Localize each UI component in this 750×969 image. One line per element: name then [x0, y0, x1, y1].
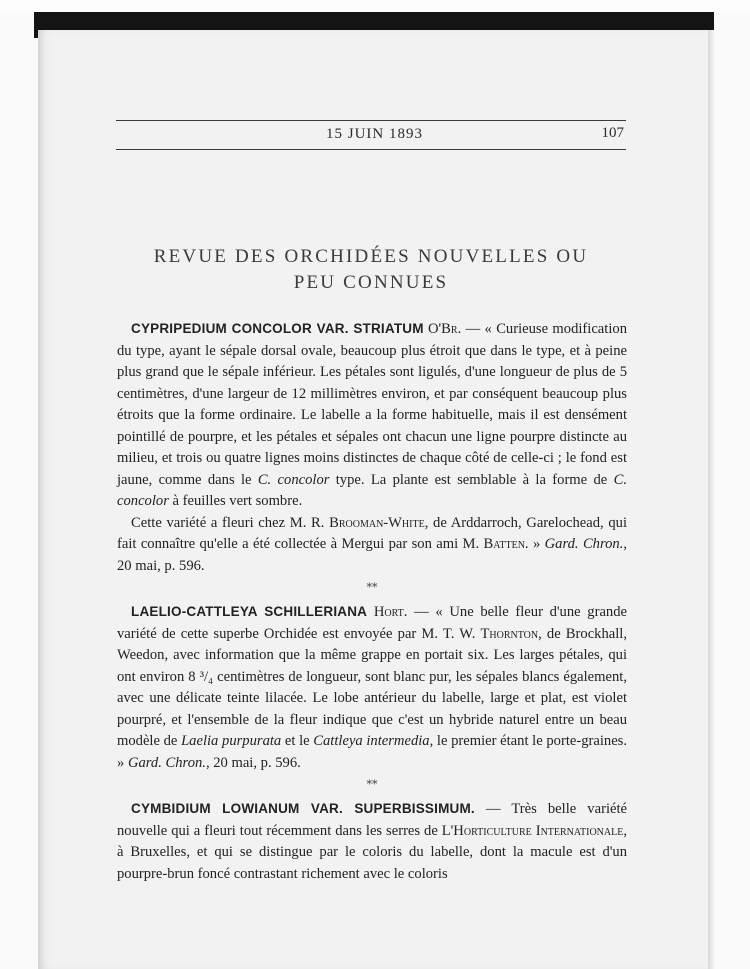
entry-cymbidium [117, 798, 627, 885]
entry-text: , de Brockhall, Weedon, avec information que la même grappe en portait six. Les larges pétales, qui ont environ 8 ³/₄ centimètres de longueur, sont blanc pur, les sépales blancs également, avec une délicate teinte lilacée. Le lobe antérieur du labelle, large et plat, est violet pourpré, et l'ensemble de la fleur indique que c'est un hybride naturel entre un beau modèle de [117, 625, 627, 749]
entry-cypripedium-note [117, 513, 627, 578]
entry-text: , 20 mai, p. 596. [205, 754, 301, 771]
scan-top-margin [0, 0, 750, 12]
entry-text: . » [524, 536, 545, 552]
entry-text: Cette variété a fleuri chez M. R. [131, 514, 330, 531]
journal-reference: Gard. Chron. [544, 536, 624, 552]
entry-text: — Très belle variété nouvelle qui a fleuri tout récemment dans les serres de [117, 801, 628, 839]
entry-laelio-cattleya [117, 601, 627, 774]
page-edge-shadow [708, 30, 716, 969]
entry-text: type. La plante est semblable à la forme de [329, 471, 614, 488]
page-number: 107 [601, 125, 624, 141]
entry-heading: LAELIO-CATTLEYA SCHILLERIANA [131, 604, 368, 619]
section-separator: ⁎⁎ [366, 578, 378, 590]
entry-cypripedium [117, 318, 627, 513]
running-head [116, 112, 626, 152]
person-name: Thornton [480, 625, 539, 642]
entry-text: , de Arddarroch, Garelochead, qui fait connaître qu'elle a été collectée à Mergui par son ami M. [117, 514, 627, 552]
entry-text: , le premier étant le porte-graines. » [117, 733, 627, 771]
entry-text: — « Curieuse modification du type, ayant le sépale dorsal ovale, beaucoup plus étroit que dans le type, et à peine plus grand que le sépale inférieur. Les pétales sont ligulés, d'une longueur de plus de 5 centimètres, d'une largeur de 12 millimètres environ, et par conséquent beaucoup plus étroits que la forme ordinaire. Le labelle a la forme habituelle, mais il est densément pointillé de pourpre, et les pétales et sépales ont chacun une ligne pourpre distincte au milieu, et trois ou quatre lignes moins distinctes de chaque côté de celle-ci ; le fond est jaune, comme dans le [117, 321, 627, 488]
entry-text: et le [281, 733, 314, 749]
title-line-2: PEU CONNUES [293, 272, 449, 293]
entry-heading: CYPRIPEDIUM CONCOLOR VAR. STRIATUM [131, 321, 424, 336]
section-separator: ⁎⁎ [366, 775, 378, 787]
journal-reference: Gard. Chron. [127, 754, 206, 771]
article-body [117, 318, 627, 885]
header-rule-top [116, 120, 626, 121]
entry-text: à feuilles vert sombre. [168, 493, 303, 509]
organization-name: L'Horticulture Internationale [441, 822, 624, 839]
entry-text: , 20 mai, p. 596. [117, 536, 628, 574]
entry-author: Hort. [373, 604, 408, 620]
species-name: Laelia purpurata [181, 733, 282, 749]
title-line-1: REVUE DES ORCHIDÉES NOUVELLES OU [153, 246, 589, 267]
entry-text: — « Une belle fleur d'une grande variété de cette superbe Orchidée est envoyée par M. T. W. [117, 604, 627, 642]
species-name: C. concolor [257, 471, 330, 488]
entry-heading: CYMBIDIUM LOWIANUM VAR. SUPERBISSIMUM. [131, 801, 475, 816]
species-name: Cattleya intermedia [313, 733, 430, 749]
article-title [116, 244, 626, 296]
person-name: Brooman-White [329, 514, 425, 531]
entry-text: , à Bruxelles, et qui se distingue par le coloris du labelle, dont la macule est d'un pourpre-brun foncé contrastant richement avec le coloris [117, 822, 627, 882]
header-rule-bottom [116, 149, 626, 150]
species-name: C. concolor [117, 471, 627, 509]
header-date: 15 JUIN 1893 [326, 126, 423, 142]
entry-author: O'Br. [428, 321, 462, 337]
person-name: Batten [483, 536, 525, 552]
